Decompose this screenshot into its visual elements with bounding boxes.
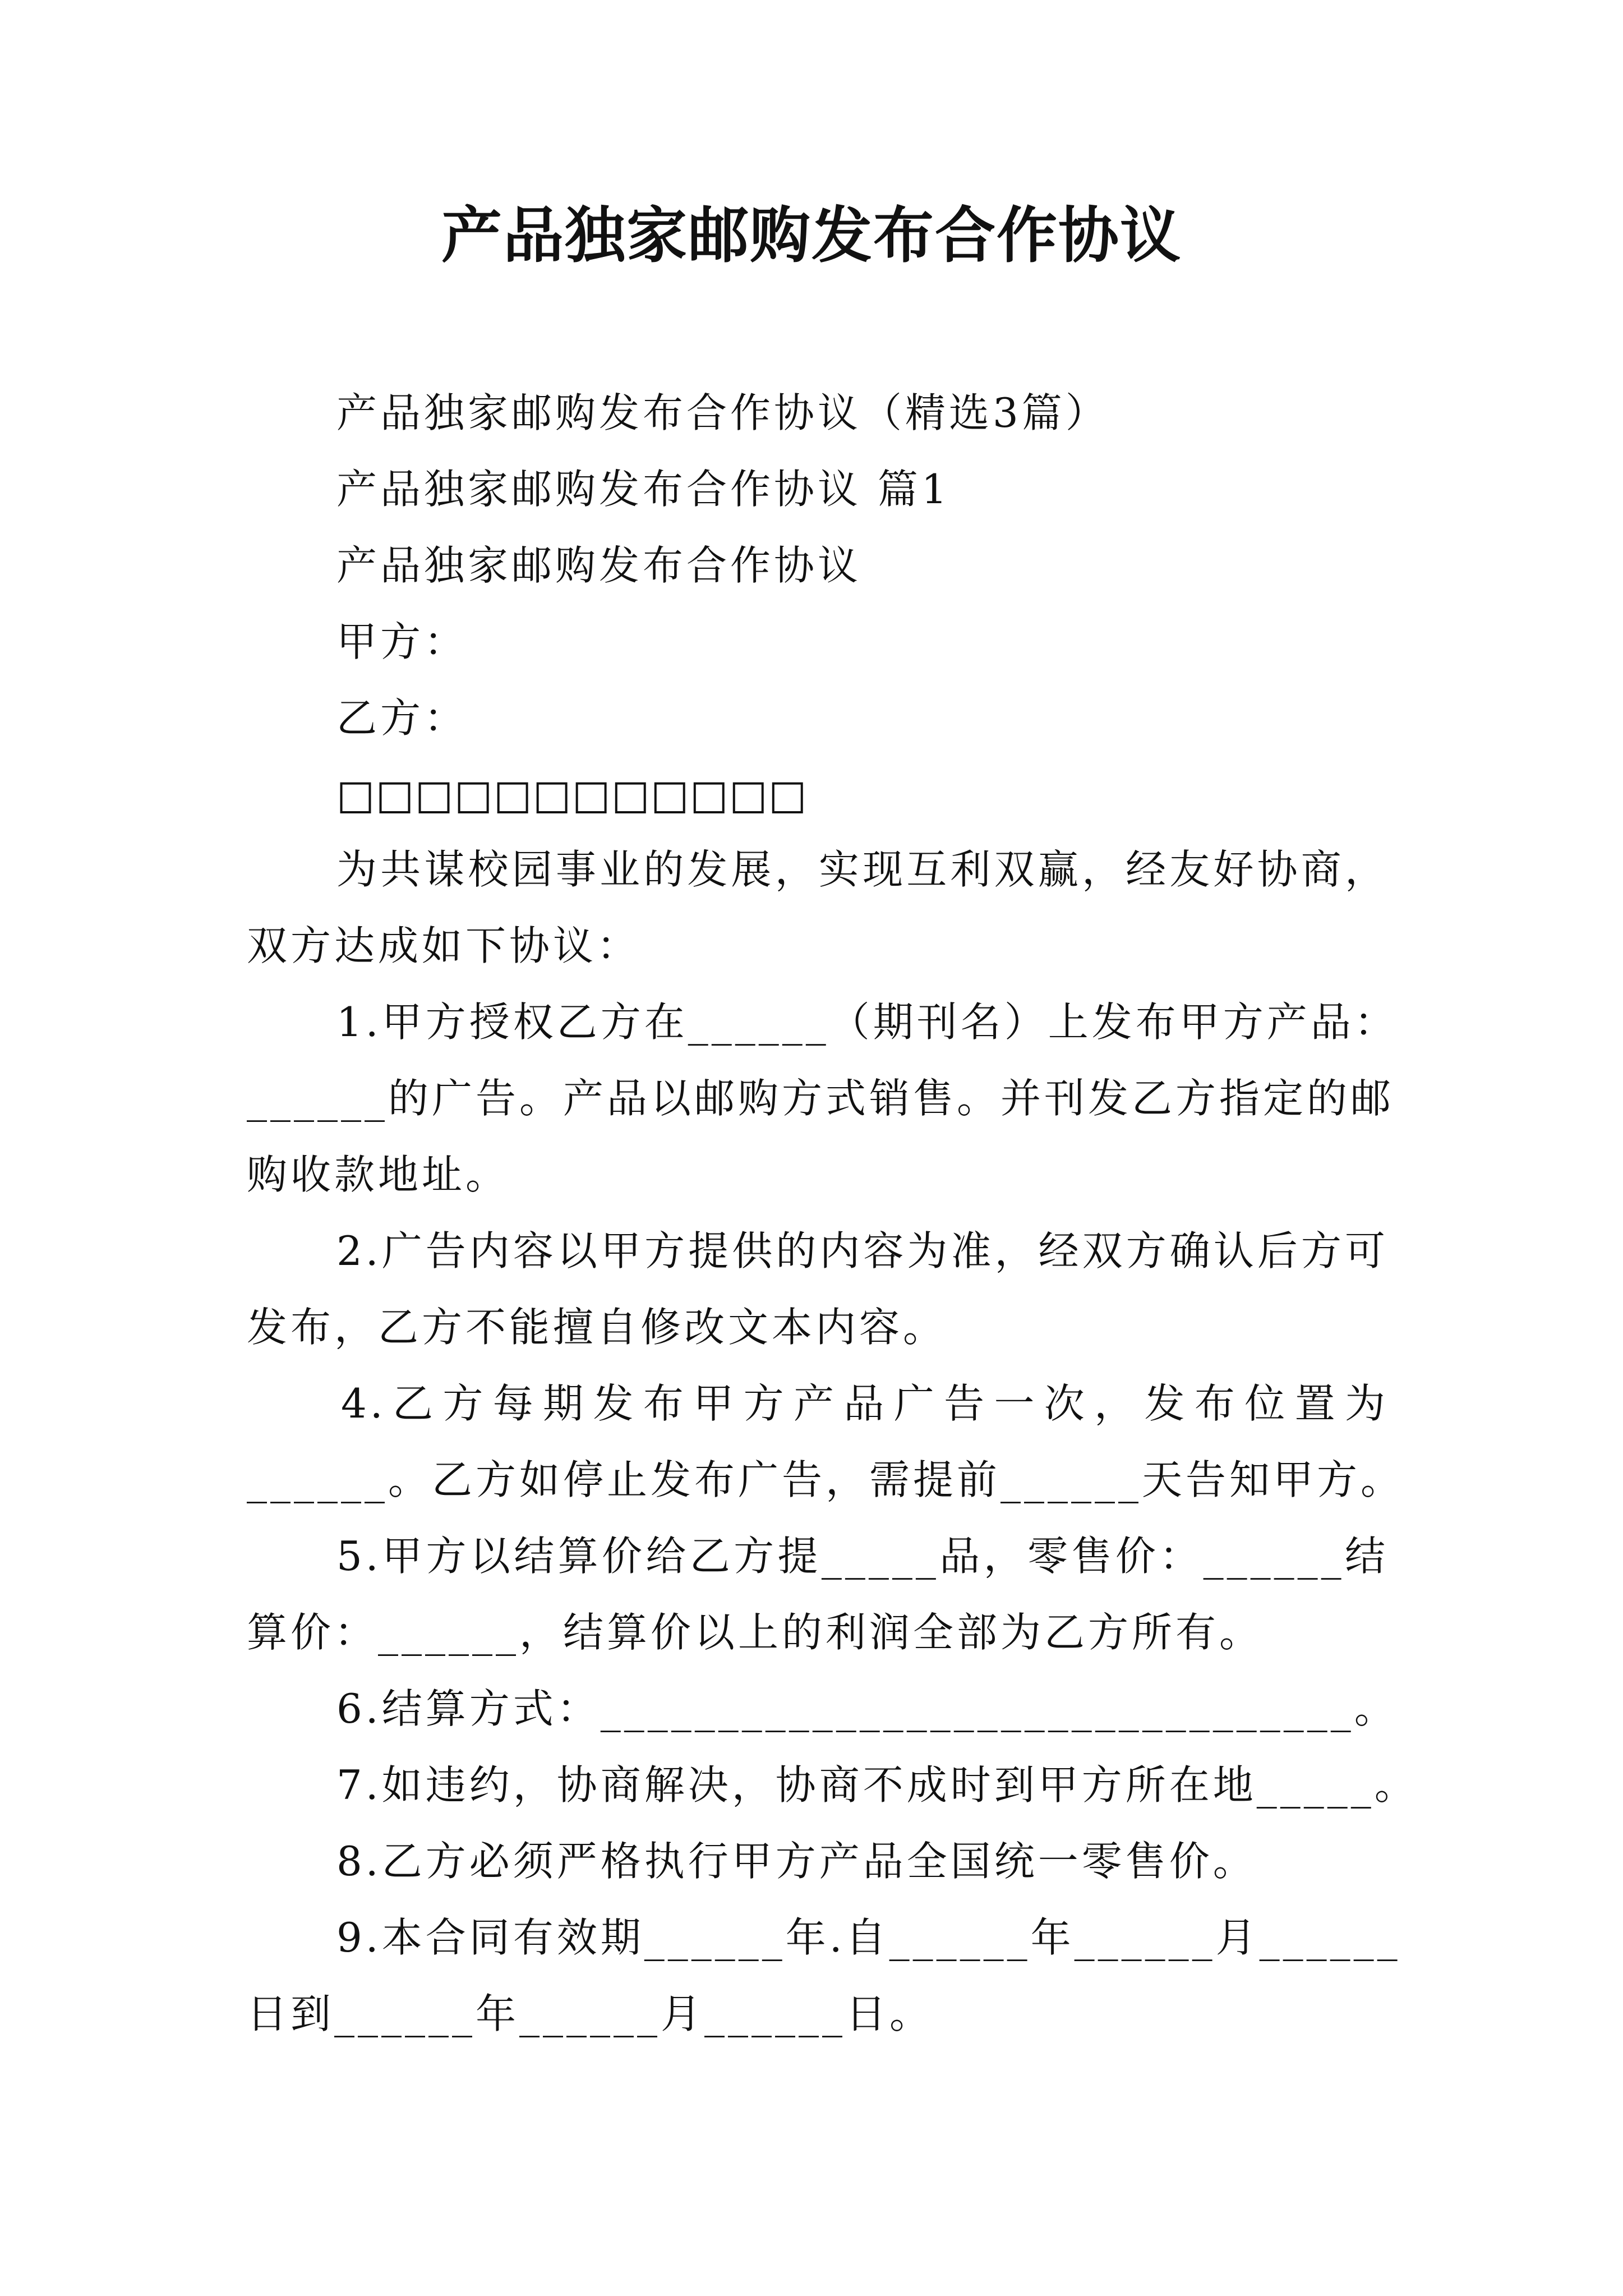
preamble-line-1: 为共谋校园事业的发展，实现互利双赢，经友好协商， xyxy=(336,846,1389,893)
subtitle-line: 产品独家邮购发布合作协议（精选3篇） xyxy=(336,389,1109,436)
clause-1-line-3: 购收款地址。 xyxy=(247,1151,510,1198)
clause-2-line-2: 发布，乙方不能擅自修改文本内容。 xyxy=(247,1304,947,1351)
clause-7: 7.如违约，协商解决，协商不成时到甲方所在地_____。 xyxy=(336,1761,1418,1809)
document-title: 产品独家邮购发布合作协议 xyxy=(441,200,1182,271)
clause-8: 8.乙方必须严格执行甲方产品全国统一零售价。 xyxy=(336,1838,1257,1885)
clause-2-line-1: 2.广告内容以甲方提供的内容为准，经双方确认后方可 xyxy=(336,1227,1389,1274)
preamble-line-2: 双方达成如下协议： xyxy=(247,922,641,969)
clause-5-line-1: 5.甲方以结算价给乙方提_____品，零售价：______结 xyxy=(336,1533,1389,1580)
clause-5-line-2: 算价：______，结算价以上的利润全部为乙方所有。 xyxy=(247,1609,1264,1656)
section-heading: 产品独家邮购发布合作协议 篇1 xyxy=(336,466,951,513)
clause-6: 6.结算方式：________________________________。 xyxy=(336,1685,1398,1732)
clause-1-line-2: ______的广告。产品以邮购方式销售。并刊发乙方指定的邮 xyxy=(247,1075,1395,1122)
placeholder-boxes: □□□□□□□□□□□□ xyxy=(336,771,808,818)
party-b-label: 乙方： xyxy=(336,694,468,742)
party-a-label: 甲方： xyxy=(336,618,468,665)
clause-9-line-2: 日到______年______月______日。 xyxy=(247,1990,934,2037)
clause-4-line-2: ______。乙方如停止发布广告，需提前______天告知甲方。 xyxy=(247,1456,1405,1503)
agreement-name: 产品独家邮购发布合作协议 xyxy=(336,542,862,589)
clause-1-line-1: 1.甲方授权乙方在______（期刊名）上发布甲方产品： xyxy=(336,999,1398,1046)
clause-9-line-1: 9.本合同有效期______年.自______年______月______ xyxy=(336,1914,1401,1961)
clause-4-line-1: 4.乙方每期发布甲方产品广告一次，发布位置为 xyxy=(341,1380,1389,1427)
